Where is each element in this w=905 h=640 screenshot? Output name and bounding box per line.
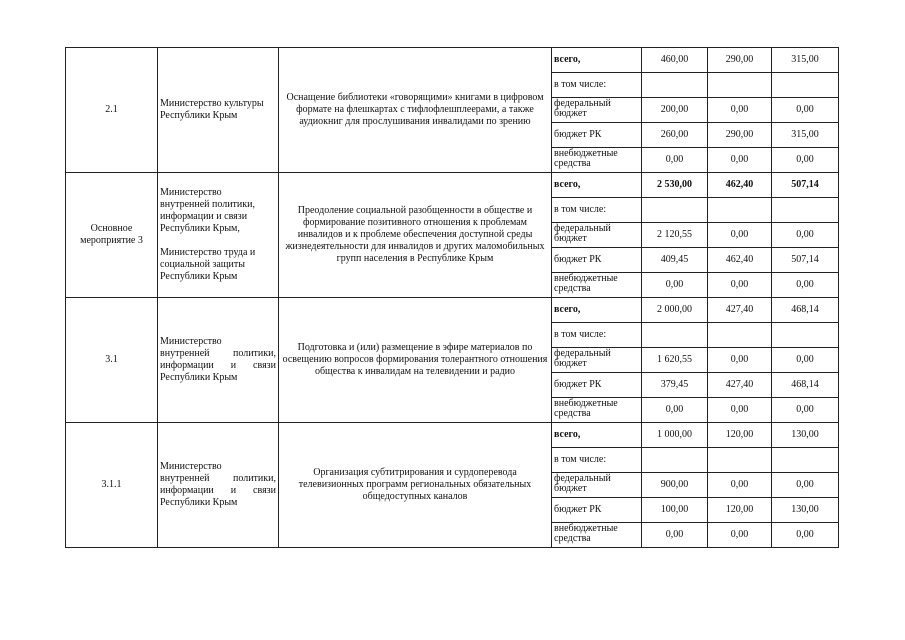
- amount-cell: 0,00: [642, 523, 708, 548]
- funding-source: федеральный бюджет: [552, 348, 642, 373]
- organization-line: информации и связи: [160, 360, 276, 371]
- amount-cell: 0,00: [642, 148, 708, 173]
- funding-source: внебюджетные средства: [552, 398, 642, 423]
- amount-cell: 100,00: [642, 498, 708, 523]
- amount-cell: 0,00: [708, 473, 772, 498]
- funding-source: бюджет РК: [552, 248, 642, 273]
- amount-cell: [708, 198, 772, 223]
- organization-line: Республики Крым: [160, 372, 238, 383]
- organization-line: Министерство культуры: [160, 98, 264, 109]
- funding-source: бюджет РК: [552, 123, 642, 148]
- item-number: Основное мероприятие 3: [66, 173, 158, 298]
- item-number: 3.1.1: [66, 423, 158, 548]
- amount-cell: 2 000,00: [642, 298, 708, 323]
- organization-line: информации и связи: [160, 485, 276, 496]
- amount-cell: [642, 323, 708, 348]
- table-row: [66, 298, 839, 323]
- organization-line: Министерство: [160, 461, 222, 472]
- organization-line: Министерство труда и: [160, 247, 256, 258]
- amount-cell: [642, 73, 708, 98]
- amount-cell: 0,00: [642, 273, 708, 298]
- funding-source: в том числе:: [552, 198, 642, 223]
- responsible-organization: [158, 298, 279, 423]
- amount-cell: 409,45: [642, 248, 708, 273]
- amount-cell: [708, 323, 772, 348]
- amount-cell: 900,00: [642, 473, 708, 498]
- funding-source: внебюджетные средства: [552, 273, 642, 298]
- organization-gap: [160, 235, 276, 247]
- table-row: [66, 48, 839, 73]
- measure-description: Подготовка и (или) размещение в эфире материалов по освещению вопросов формирования толерантного отношения общества к инвалидам на телевидении и радио: [279, 298, 552, 423]
- amount-cell: 0,00: [772, 348, 839, 373]
- amount-cell: 120,00: [708, 423, 772, 448]
- organization-line: внутренней политики,: [160, 473, 276, 484]
- amount-cell: 130,00: [772, 498, 839, 523]
- funding-source: бюджет РК: [552, 498, 642, 523]
- amount-cell: 1 000,00: [642, 423, 708, 448]
- organization-line: социальной защиты: [160, 259, 245, 270]
- amount-cell: 507,14: [772, 173, 839, 198]
- funding-source: бюджет РК: [552, 373, 642, 398]
- funding-source: федеральный бюджет: [552, 473, 642, 498]
- funding-source: всего,: [552, 173, 642, 198]
- measure-description: Оснащение библиотеки «говорящими» книгами в цифровом формате на флешкартах с тифлофлешплеерами, а также аудиокниг для прослушивания инвалидами по зрению: [279, 48, 552, 173]
- amount-cell: [772, 73, 839, 98]
- amount-cell: 379,45: [642, 373, 708, 398]
- table-row: [66, 173, 839, 198]
- measure-description: Преодоление социальной разобщенности в обществе и формирование позитивного отношения к проблемам инвалидов и к проблеме обеспечения доступной среды жизнедеятельности для инвалидов и других маломобильных групп населения в Республике Крым: [279, 173, 552, 298]
- amount-cell: 200,00: [642, 98, 708, 123]
- funding-source: внебюджетные средства: [552, 148, 642, 173]
- amount-cell: 460,00: [642, 48, 708, 73]
- funding-source: в том числе:: [552, 73, 642, 98]
- amount-cell: 0,00: [772, 398, 839, 423]
- amount-cell: 315,00: [772, 48, 839, 73]
- organization-line: информации и связи: [160, 211, 248, 222]
- funding-source: федеральный бюджет: [552, 223, 642, 248]
- item-number: 2.1: [66, 48, 158, 173]
- amount-cell: 427,40: [708, 373, 772, 398]
- funding-source: федеральный бюджет: [552, 98, 642, 123]
- amount-cell: 0,00: [708, 148, 772, 173]
- amount-cell: [708, 448, 772, 473]
- amount-cell: 0,00: [772, 473, 839, 498]
- organization-line: внутренней политики,: [160, 348, 276, 359]
- responsible-organization: [158, 48, 279, 173]
- amount-cell: 0,00: [772, 273, 839, 298]
- amount-cell: [772, 448, 839, 473]
- measure-description: Организация субтитрирования и сурдоперевода телевизионных программ региональных обязательных общедоступных каналов: [279, 423, 552, 548]
- funding-source: внебюджетные средства: [552, 523, 642, 548]
- funding-source: всего,: [552, 423, 642, 448]
- organization-line: Республики Крым,: [160, 223, 240, 234]
- table-body: [66, 48, 839, 548]
- amount-cell: 0,00: [772, 148, 839, 173]
- funding-source: всего,: [552, 48, 642, 73]
- amount-cell: 0,00: [708, 348, 772, 373]
- budget-table: [65, 47, 839, 548]
- responsible-organization: [158, 423, 279, 548]
- organization-line: Республики Крым: [160, 110, 238, 121]
- amount-cell: 0,00: [708, 398, 772, 423]
- amount-cell: 0,00: [772, 98, 839, 123]
- funding-source: всего,: [552, 298, 642, 323]
- amount-cell: [708, 73, 772, 98]
- table-row: [66, 423, 839, 448]
- amount-cell: 130,00: [772, 423, 839, 448]
- amount-cell: 2 120,55: [642, 223, 708, 248]
- responsible-organization: [158, 173, 279, 298]
- organization-line: Республики Крым: [160, 497, 238, 508]
- amount-cell: 315,00: [772, 123, 839, 148]
- amount-cell: [772, 323, 839, 348]
- amount-cell: 427,40: [708, 298, 772, 323]
- amount-cell: 507,14: [772, 248, 839, 273]
- amount-cell: 120,00: [708, 498, 772, 523]
- amount-cell: 0,00: [772, 523, 839, 548]
- amount-cell: [642, 448, 708, 473]
- amount-cell: 2 530,00: [642, 173, 708, 198]
- organization-line: внутренней политики,: [160, 199, 255, 210]
- amount-cell: 0,00: [708, 223, 772, 248]
- amount-cell: 290,00: [708, 123, 772, 148]
- amount-cell: [642, 198, 708, 223]
- amount-cell: 468,14: [772, 373, 839, 398]
- organization-line: Министерство: [160, 336, 222, 347]
- organization-line: Министерство: [160, 187, 222, 198]
- amount-cell: 0,00: [642, 398, 708, 423]
- amount-cell: 0,00: [708, 273, 772, 298]
- amount-cell: 1 620,55: [642, 348, 708, 373]
- amount-cell: 0,00: [772, 223, 839, 248]
- amount-cell: [772, 198, 839, 223]
- organization-line: Республики Крым: [160, 271, 238, 282]
- funding-source: в том числе:: [552, 323, 642, 348]
- funding-source: в том числе:: [552, 448, 642, 473]
- amount-cell: 0,00: [708, 98, 772, 123]
- amount-cell: 462,40: [708, 173, 772, 198]
- amount-cell: 260,00: [642, 123, 708, 148]
- amount-cell: 468,14: [772, 298, 839, 323]
- amount-cell: 462,40: [708, 248, 772, 273]
- item-number: 3.1: [66, 298, 158, 423]
- amount-cell: 0,00: [708, 523, 772, 548]
- amount-cell: 290,00: [708, 48, 772, 73]
